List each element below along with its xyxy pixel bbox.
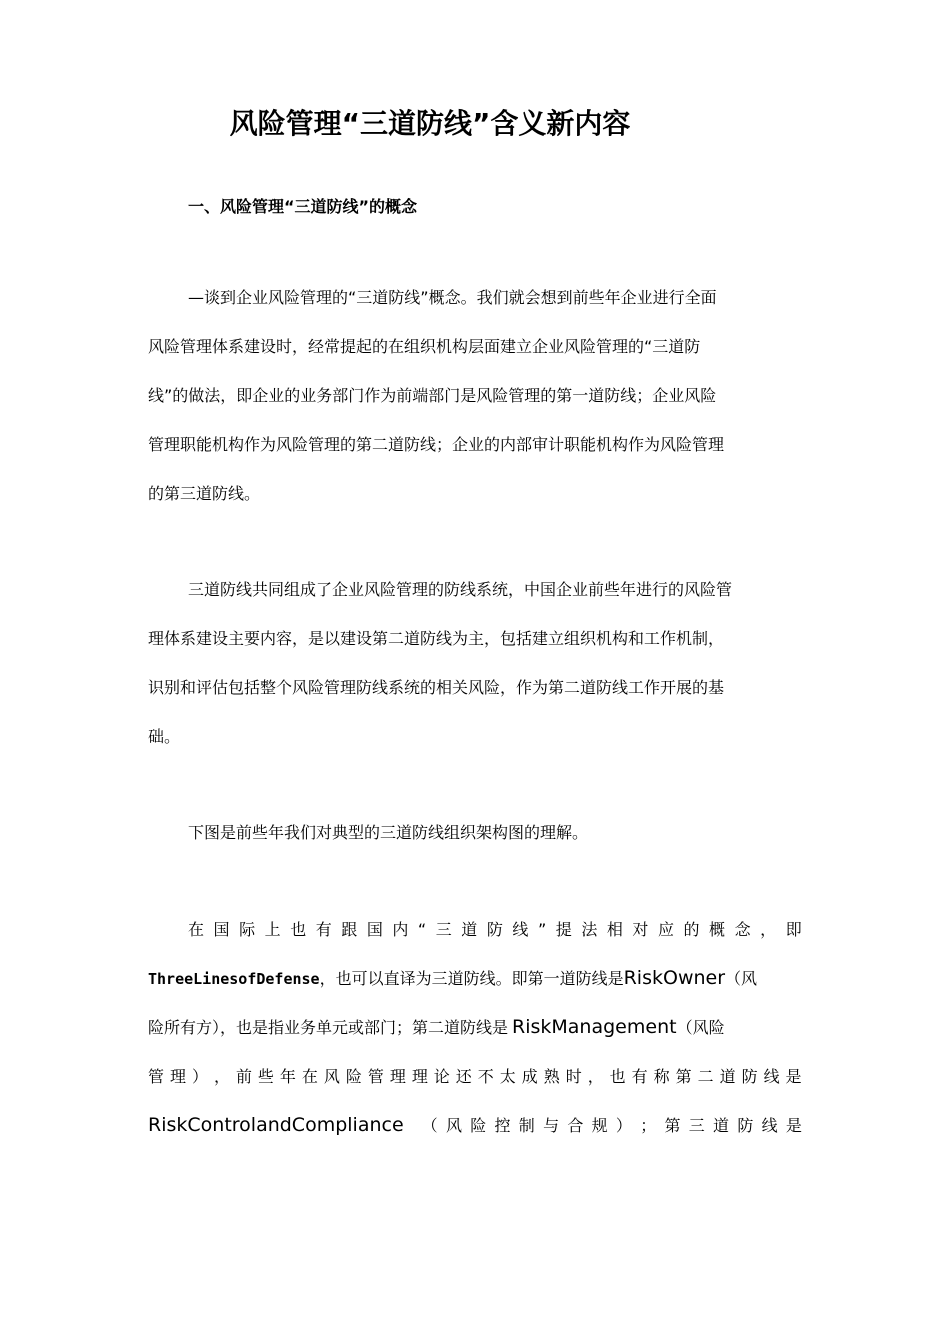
- glyph: 规: [591, 1116, 608, 1135]
- glyph: 年: [279, 1067, 296, 1086]
- glyph: 还: [455, 1067, 472, 1086]
- glyph: 三: [435, 920, 452, 939]
- glyph: 念: [734, 920, 751, 939]
- glyph: 防: [741, 1067, 758, 1086]
- document-title: 风险管理“三道防线”含义新内容: [229, 107, 631, 140]
- glyph: ，: [587, 1067, 604, 1086]
- glyph: ，: [213, 1067, 230, 1086]
- paragraph-4-text: [422, 1101, 802, 1150]
- glyph: 线: [512, 920, 529, 939]
- term-risk-control-and-compliance: RiskControlandCompliance: [148, 1114, 404, 1136]
- glyph: ）: [191, 1067, 208, 1086]
- term-risk-owner: RiskOwner: [623, 967, 726, 989]
- glyph: 不: [477, 1067, 494, 1086]
- glyph: 前: [235, 1067, 252, 1086]
- glyph: 控: [494, 1116, 511, 1135]
- glyph: 也: [290, 920, 307, 939]
- glyph: 些: [257, 1067, 274, 1086]
- glyph: “: [417, 920, 427, 939]
- glyph: 内: [392, 920, 409, 939]
- paragraph-4-line-1: [148, 905, 802, 954]
- glyph: 国: [213, 920, 230, 939]
- paragraph-1-line: 线”的做法，即企业的业务部门作为前端部门是风险管理的第一道防线；企业风险: [148, 386, 717, 405]
- paragraph-1-line: 风险管理体系建设时，经常提起的在组织机构层面建立企业风险管理的“三道防: [148, 337, 701, 356]
- section-heading: 一、风险管理“三道防线”的概念: [188, 197, 418, 216]
- glyph: 在: [301, 1067, 318, 1086]
- glyph: 理: [389, 1067, 406, 1086]
- paragraph-4-text: 险所有方），也是指业务单元或部门；第二道防线是: [148, 1018, 509, 1037]
- glyph: 提: [555, 920, 572, 939]
- glyph: 管: [148, 1067, 165, 1086]
- glyph: ，: [760, 920, 777, 939]
- glyph: 有: [631, 1067, 648, 1086]
- glyph: ”: [537, 920, 547, 939]
- glyph: 三: [688, 1116, 705, 1135]
- paragraph-1-line: 的第三道防线。: [148, 484, 261, 503]
- glyph: 相: [606, 920, 623, 939]
- paragraph-4-line-4: [148, 1052, 802, 1101]
- glyph: ）: [615, 1116, 632, 1135]
- paragraph-4-text: ，也可以直译为三道防线。即第一道防线是: [319, 969, 624, 988]
- paragraph-2-line: 理体系建设主要内容，是以建设第二道防线为主，包括建立组织机构和工作机制，: [148, 629, 725, 648]
- glyph: 道: [719, 1067, 736, 1086]
- glyph: 称: [653, 1067, 670, 1086]
- glyph: 风: [323, 1067, 340, 1086]
- glyph: 与: [543, 1116, 560, 1135]
- glyph: 对: [632, 920, 649, 939]
- glyph: 风: [445, 1116, 462, 1135]
- glyph: 线: [761, 1116, 778, 1135]
- glyph: 二: [697, 1067, 714, 1086]
- glyph: 的: [683, 920, 700, 939]
- glyph: 论: [433, 1067, 450, 1086]
- paragraph-2-line: 三道防线共同组成了企业风险管理的防线系统，中国企业前些年进行的风险管: [188, 580, 733, 599]
- paragraph-4-line-3: [148, 1003, 802, 1052]
- glyph: 第: [675, 1067, 692, 1086]
- glyph: ；: [640, 1116, 657, 1135]
- glyph: 理: [411, 1067, 428, 1086]
- glyph: 合: [567, 1116, 584, 1135]
- glyph: 熟: [543, 1067, 560, 1086]
- glyph: 国: [366, 920, 383, 939]
- glyph: 防: [486, 920, 503, 939]
- glyph: 时: [565, 1067, 582, 1086]
- paragraph-1-line: —谈到企业风险管理的“三道防线”概念。我们就会想到前些年企业进行全面: [188, 288, 717, 307]
- glyph: 制: [518, 1116, 535, 1135]
- glyph: 管: [367, 1067, 384, 1086]
- glyph: 有: [315, 920, 332, 939]
- glyph: 成: [521, 1067, 538, 1086]
- glyph: 也: [609, 1067, 626, 1086]
- paragraph-3: 下图是前些年我们对典型的三道防线组织架构图的理解。: [188, 823, 589, 842]
- paragraph-4-text: （风险: [676, 1018, 725, 1037]
- glyph: 概: [709, 920, 726, 939]
- glyph: 险: [470, 1116, 487, 1135]
- glyph: 在: [188, 920, 205, 939]
- glyph: 险: [345, 1067, 362, 1086]
- glyph: 防: [737, 1116, 754, 1135]
- glyph: 是: [785, 1067, 802, 1086]
- glyph: 道: [713, 1116, 730, 1135]
- glyph: （: [421, 1116, 438, 1135]
- paragraph-2: [148, 565, 802, 761]
- paragraph-2-line: 础。: [148, 727, 181, 746]
- glyph: 道: [461, 920, 478, 939]
- glyph: 是: [785, 1116, 802, 1135]
- term-risk-management: RiskManagement: [512, 1016, 677, 1038]
- glyph: 即: [785, 920, 802, 939]
- glyph: 上: [264, 920, 281, 939]
- paragraph-1: [148, 273, 802, 518]
- paragraph-4-line-5: [148, 1101, 802, 1150]
- glyph: 际: [239, 920, 256, 939]
- glyph: 线: [763, 1067, 780, 1086]
- glyph: 跟: [341, 920, 358, 939]
- glyph: 应: [657, 920, 674, 939]
- paragraph-2-line: 识别和评估包括整个风险管理防线系统的相关风险，作为第二道防线工作开展的基: [148, 678, 725, 697]
- glyph: 太: [499, 1067, 516, 1086]
- paragraph-4-text: （风: [725, 969, 758, 988]
- paragraph-4-line-2: [148, 954, 802, 1004]
- glyph: 理: [169, 1067, 186, 1086]
- paragraph-1-line: 管理职能机构作为风险管理的第二道防线；企业的内部审计职能机构作为风险管理: [148, 435, 725, 454]
- glyph: 第: [664, 1116, 681, 1135]
- term-three-lines-of-defense: ThreeLinesofDefense: [148, 970, 320, 988]
- glyph: 法: [581, 920, 598, 939]
